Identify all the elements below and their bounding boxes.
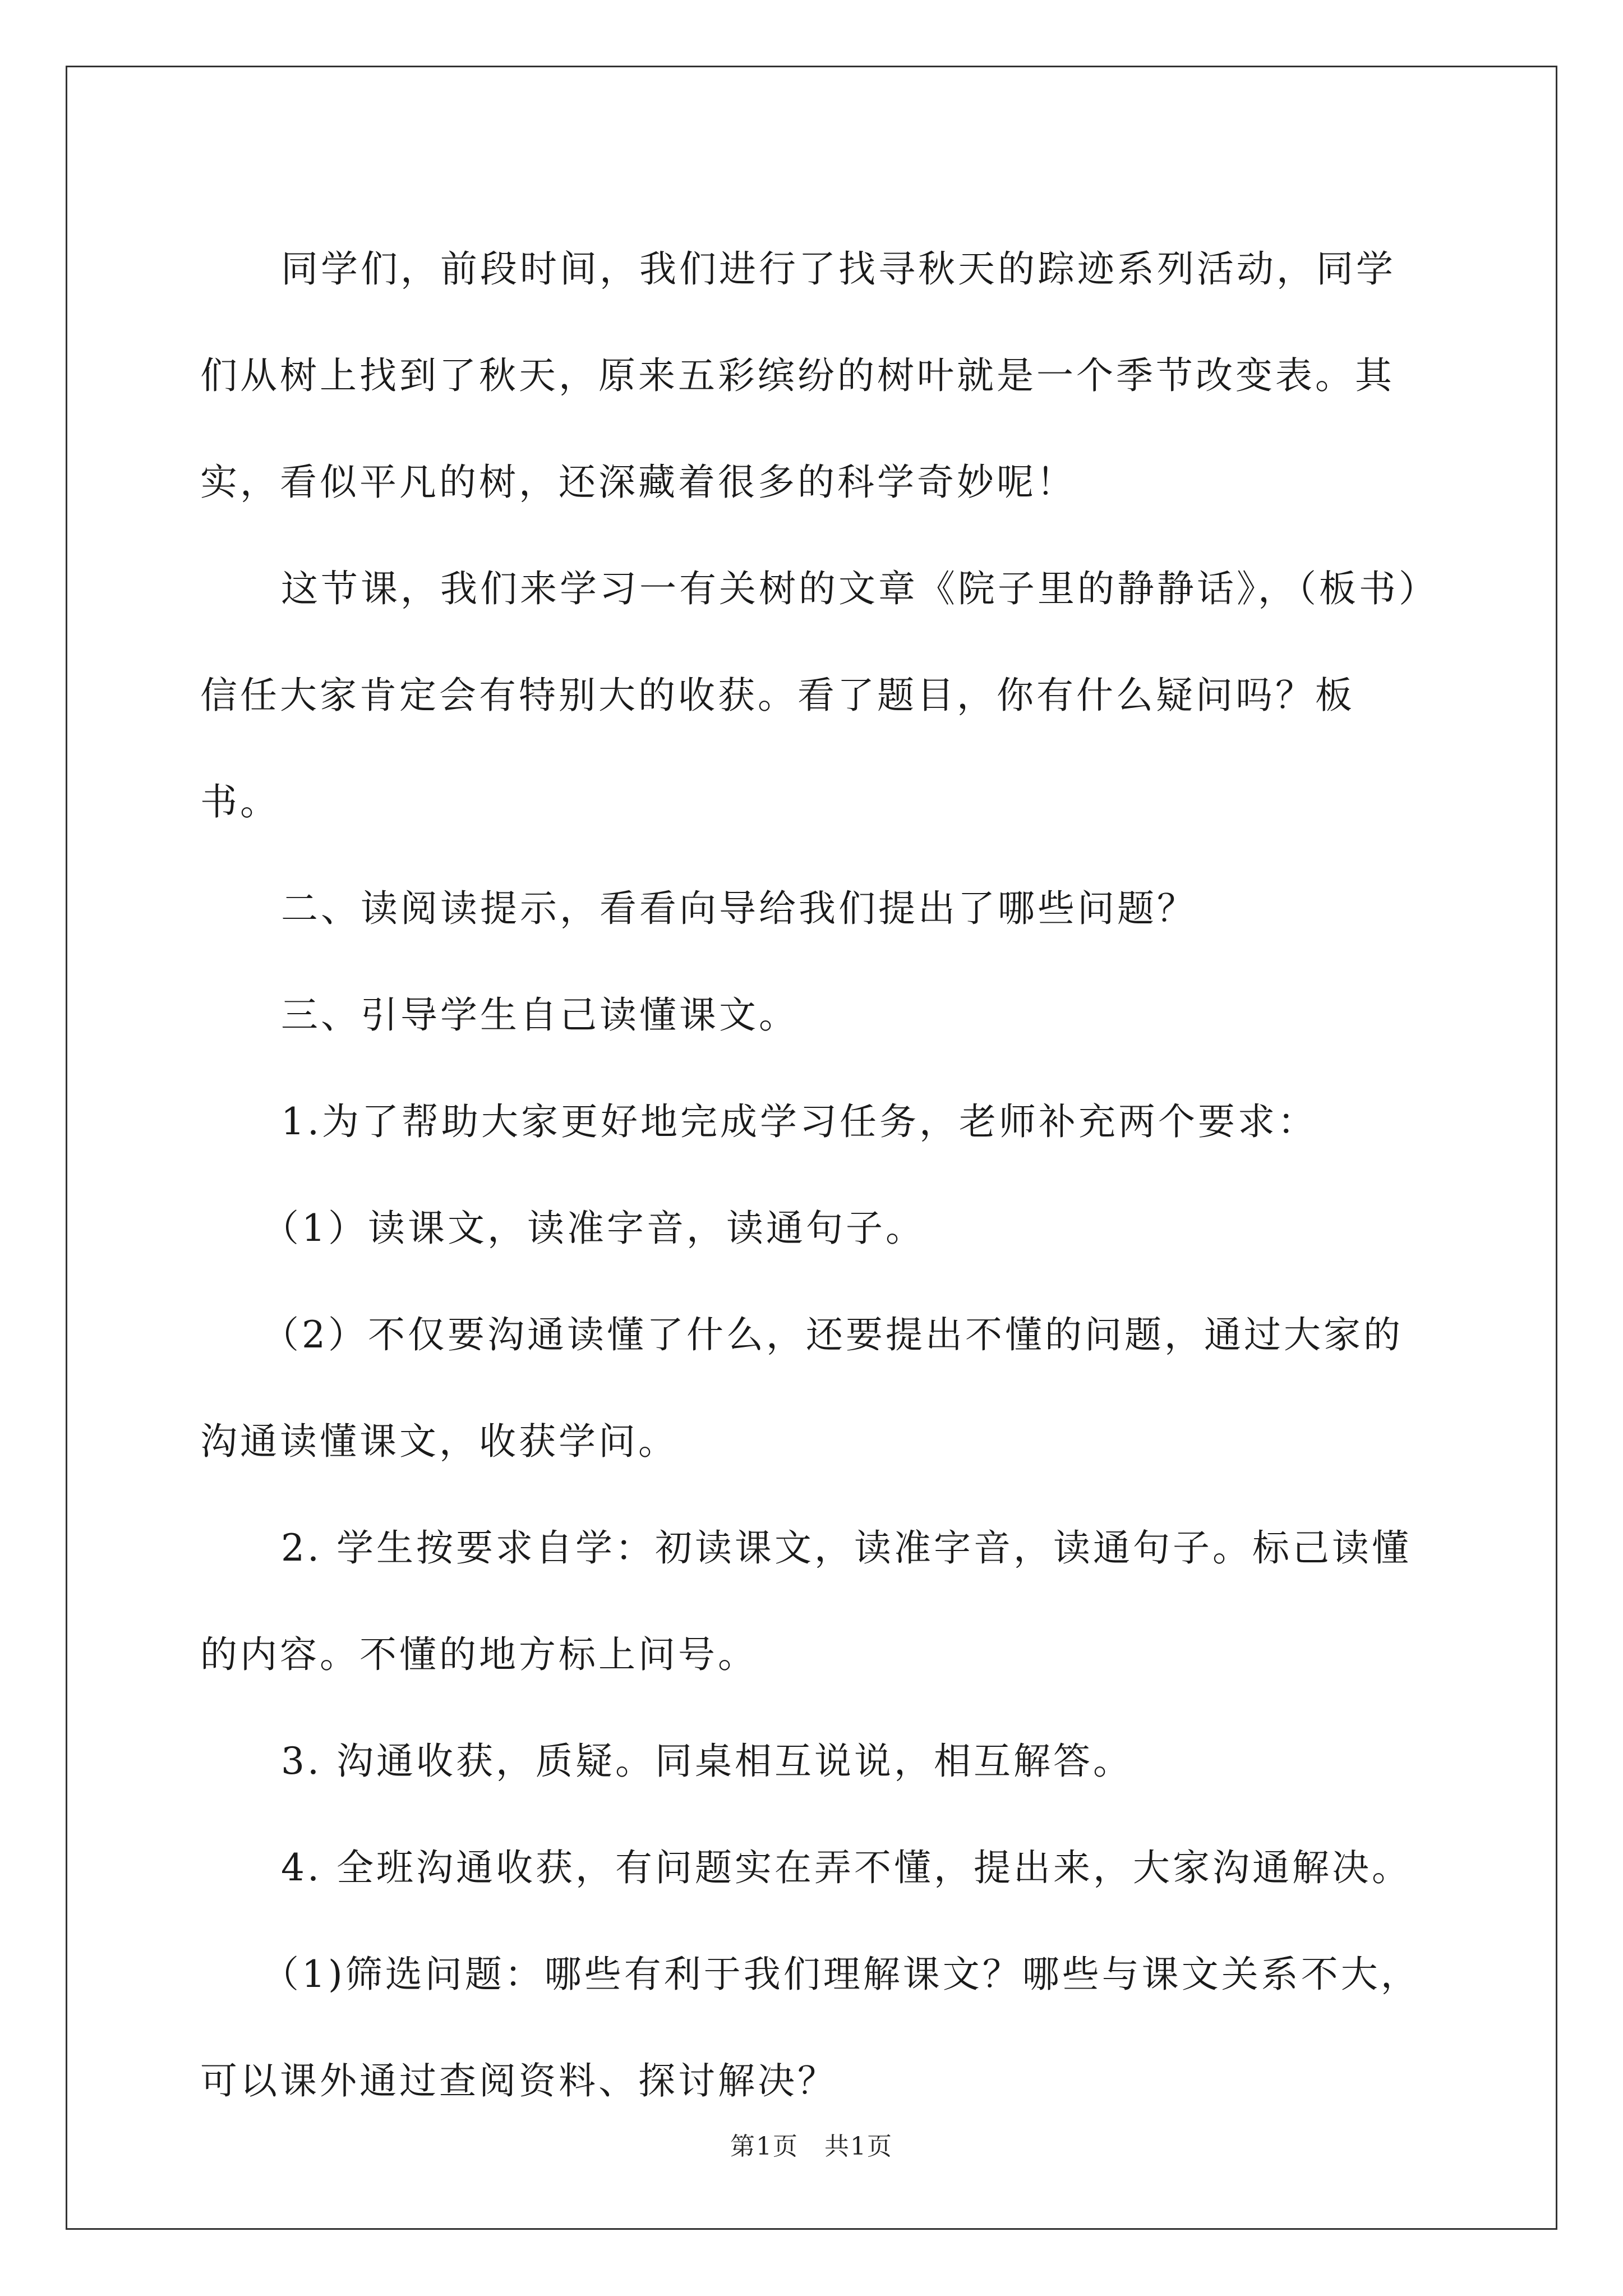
paragraph: （1)筛选问题：哪些有利于我们理解课文？哪些与课文关系不大，可以课外通过查阅资料、探讨解决？ [200, 1953, 1421, 2102]
paragraph: 1.为了帮助大家更好地完成学习任务，老师补充两个要求： [281, 1100, 1317, 1143]
paragraph: 这节课，我们来学习一有关树的文章《院子里的静静话》，（板书）信任大家肯定会有特别大的收获。看了题目，你有什么疑问吗？板书。 [200, 567, 1420, 823]
paragraph: 三、引导学生自己读懂课文。 [281, 993, 799, 1037]
paragraph: （2）不仅要沟通读懂了什么，还要提出不懂的问题，通过大家的沟通读懂课文，收获学问。 [200, 1313, 1403, 1463]
document-body [200, 216, 1434, 2134]
paragraph: （1）读课文，读准字音，读通句子。 [262, 1207, 925, 1250]
paragraph: 二、读阅读提示，看看向导给我们提出了哪些问题？ [281, 887, 1197, 930]
paragraph: 3. 沟通收获，质疑。同桌相互说说，相互解答。 [281, 1740, 1133, 1783]
paragraph: 2. 学生按要求自学：初读课文，读准字音，读通句子。标己读懂的内容。不懂的地方标上问号。 [200, 1526, 1412, 1676]
paragraph: 4. 全班沟通收获，有问题实在弄不懂，提出来，大家沟通解决。 [281, 1846, 1412, 1889]
paragraph: 同学们，前段时间，我们进行了找寻秋天的踪迹系列活动，同学们从树上找到了秋天，原来五彩缤纷的树叶就是一个季节改变表。其实，看似平凡的树，还深藏着很多的科学奇妙呢！ [200, 247, 1396, 504]
page-number-footer: 第1页 共1页 [730, 2132, 893, 2161]
